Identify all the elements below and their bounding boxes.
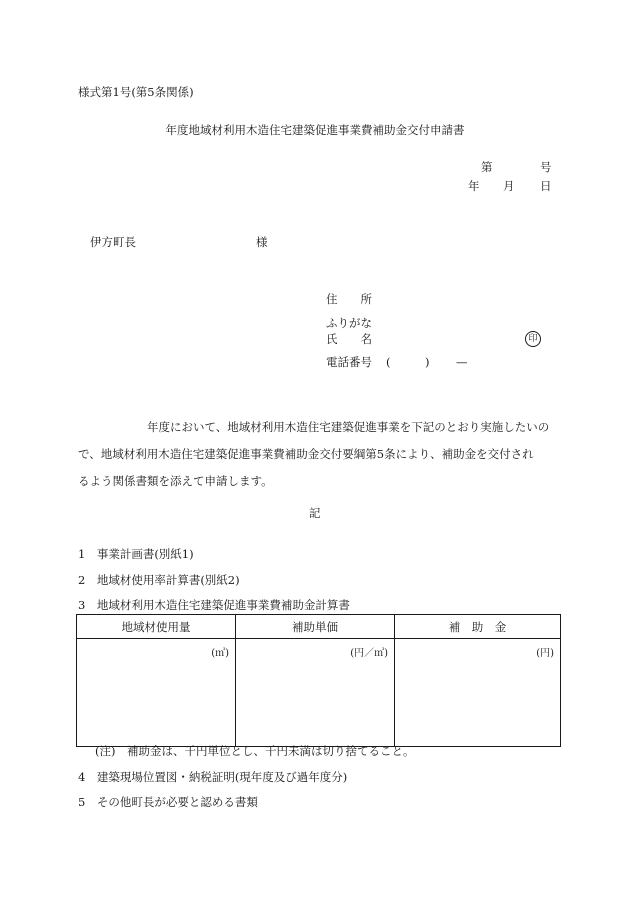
body-line-2: で、地域材利用木造住宅建築促進事業費補助金交付要綱第5条により、補助金を交付され: [78, 447, 534, 461]
address-label: 住 所: [326, 292, 372, 306]
col-header-subsidy: 補 助 金: [395, 615, 561, 639]
document-title: 年度地域材利用木造住宅建築促進事業費補助金交付申請書: [165, 123, 465, 137]
name-label: 氏 名: [326, 332, 372, 346]
date-month-label: 月: [503, 179, 515, 193]
cell-unit-price[interactable]: [236, 639, 395, 747]
table-row: [77, 639, 561, 747]
list-item-4: 4 建築現場位置図・納税証明(現年度及び過年度分): [78, 770, 348, 784]
table-note: (注) 補助金は、千円単位とし、千円未満は切り捨てること。: [95, 744, 415, 758]
cell-wood-volume[interactable]: [77, 639, 236, 747]
cell-subsidy[interactable]: [395, 639, 561, 747]
doc-number-label: 第: [481, 160, 493, 174]
recipient-honorific: 様: [256, 235, 268, 249]
doc-number-suffix: 号: [540, 160, 552, 174]
unit-yen: (円): [536, 648, 554, 659]
phone-label: 電話番号: [326, 355, 372, 369]
subsidy-calc-table: [76, 614, 561, 747]
furigana-label: ふりがな: [326, 316, 372, 330]
col-header-wood-volume: 地域材使用量: [77, 615, 236, 639]
col-header-unit-price: 補助単価: [236, 615, 395, 639]
phone-paren-close: ): [425, 355, 430, 369]
form-number: 様式第1号(第5条関係): [78, 85, 194, 99]
request-body: [78, 414, 553, 495]
list-item-5: 5 その他町長が必要と認める書類: [78, 795, 258, 809]
phone-paren-open: (: [386, 355, 391, 369]
unit-yen-per-cubic-meter: (円／㎥): [350, 648, 388, 659]
list-item-2: 2 地域材使用率計算書(別紙2): [78, 573, 240, 587]
recipient-name: 伊方町長: [90, 235, 136, 249]
unit-cubic-meter: (㎥): [211, 648, 229, 659]
seal-mark: 印: [525, 331, 541, 347]
list-item-3: 3 地域材利用木造住宅建築促進事業費補助金計算書: [78, 598, 350, 612]
body-line-3: るよう関係書類を添えて申請します。: [78, 474, 273, 488]
date-day-label: 日: [540, 179, 552, 193]
date-year-label: 年: [468, 179, 480, 193]
body-line-1: 年度において、地域材利用木造住宅建築促進事業を下記のとおり実施したいの: [78, 420, 550, 434]
list-item-1: 1 事業計画書(別紙1): [78, 547, 194, 561]
table-header-row: [77, 615, 561, 639]
ki-heading: 記: [309, 506, 321, 520]
phone-dash: —: [456, 355, 468, 369]
